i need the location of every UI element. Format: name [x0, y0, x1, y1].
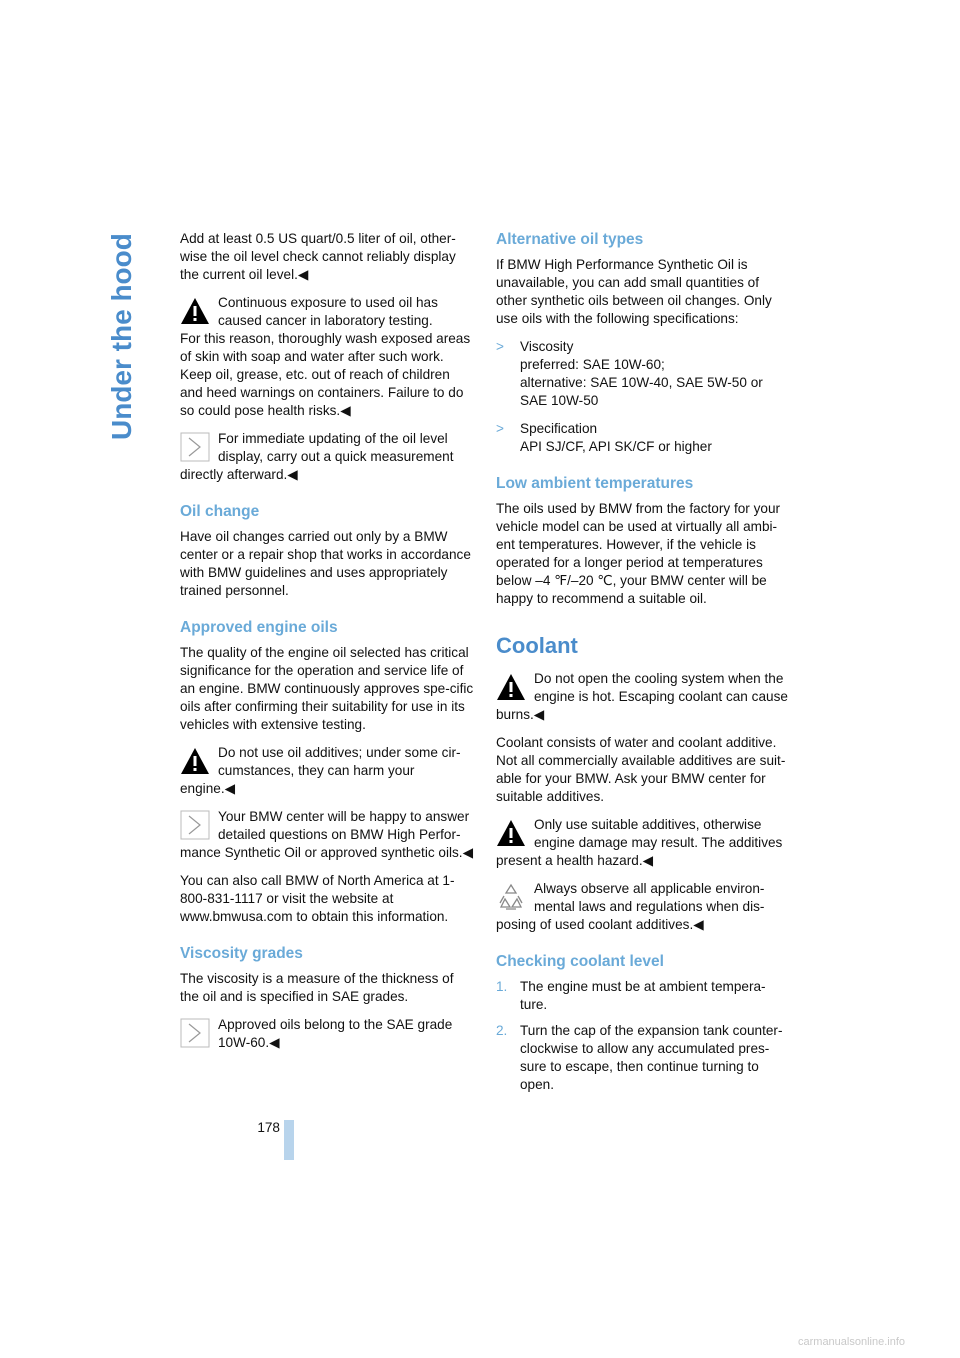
info-text-first: For immediate updating of the oil level display, carry out a quick measurement [218, 431, 454, 464]
warning-triangle-icon [496, 818, 526, 848]
warning-triangle-icon [180, 746, 210, 776]
warning-text-first: Do not open the cooling system when the engine is hot. Escaping coolant can cause [534, 671, 788, 704]
bullet-line: alternative: SAE 10W-40, SAE 5W-50 or SAE 10W-50 [520, 375, 763, 408]
list-item [496, 338, 792, 410]
environment-text-rest: posing of used coolant additives.◀ [496, 917, 704, 932]
info-arrow-icon [180, 432, 210, 462]
bullet-line: preferred: SAE 10W-60; [520, 357, 665, 372]
info-text-first: Your BMW center will be happy to answer detailed questions on BMW High Perfor- [218, 809, 470, 842]
warning-note-cooling-system [496, 670, 792, 724]
paragraph-call-bmw: You can also call BMW of North America at 1-800-831-1117 or visit the website at www.bmwusa.com to obtain this information. [180, 873, 455, 924]
heading-oil-change: Oil change [180, 503, 260, 520]
heading-approved-oils: Approved engine oils [180, 619, 338, 636]
page-marker-bar [284, 1120, 294, 1160]
recycle-icon [496, 882, 526, 912]
bullet-line: Viscosity [520, 339, 574, 354]
warning-note-oil-additives [180, 744, 476, 798]
side-title: Under the hood [106, 233, 137, 440]
info-text-first: Approved oils belong to the SAE grade 10W-60.◀ [218, 1017, 453, 1050]
warning-note-used-oil [180, 294, 476, 420]
bullet-marker: > [496, 339, 504, 354]
info-text-rest: mance Synthetic Oil or approved synthetic oils.◀ [180, 845, 474, 860]
list-item [496, 978, 792, 1014]
paragraph-viscosity: The viscosity is a measure of the thickness of the oil and is specified in SAE grades. [180, 971, 454, 1004]
environment-text-first: Always observe all applicable environ-mental laws and regulations when dis- [534, 881, 765, 914]
paragraph-approved-oils: The quality of the engine oil selected has critical significance for the operation and service life of an engine. BMW continuously approves spe-cific oils after confirming their suitability for use in its vehicles with extensive testing. [180, 645, 474, 732]
environment-note [496, 880, 792, 934]
paragraph-low-temperatures: The oils used by BMW from the factory for your vehicle model can be used at virtually all ambi-ent temperatures. However, if the vehicle is operated for a longer period at temperatures below –4 ℉/–20 ℃, your BMW center will be happy to recommend a suitable oil. [496, 501, 781, 606]
left-column [180, 230, 476, 1062]
heading-checking-coolant: Checking coolant level [496, 953, 664, 970]
step-number: 2. [496, 1023, 508, 1038]
info-note-sae-grade [180, 1016, 476, 1052]
bullet-marker: > [496, 421, 504, 436]
info-arrow-icon [180, 1018, 210, 1048]
spec-list [496, 338, 792, 456]
coolant-steps [496, 978, 792, 1094]
paragraph-oil-level: Add at least 0.5 US quart/0.5 liter of oil, other-wise the oil level check cannot reliably display the current oil level.◀ [180, 231, 456, 282]
bullet-line: API SJ/CF, API SK/CF or higher [520, 439, 712, 454]
warning-text-first: Do not use oil additives; under some cir-cumstances, they can harm your [218, 745, 461, 778]
warning-text-rest: engine.◀ [180, 781, 236, 796]
page-number: 178 [257, 1120, 280, 1135]
info-note-oil-level [180, 430, 476, 484]
footer-watermark: carmanualsonline.info [798, 1336, 906, 1348]
warning-triangle-icon [180, 296, 210, 326]
warning-triangle-icon [496, 672, 526, 702]
info-text-rest: directly afterward.◀ [180, 467, 298, 482]
paragraph-alternative-oils: If BMW High Performance Synthetic Oil is unavailable, you can add small quantities of other synthetic oils between oil changes. Only use oils with the following specifications: [496, 257, 772, 326]
heading-alternative-oils: Alternative oil types [496, 231, 644, 248]
warning-text-rest: For this reason, thoroughly wash exposed areas of skin with soap and water after such work. Keep oil, grease, etc. out of reach of children and heed warnings on containers. Failure to do so could pose health risks.◀ [180, 331, 471, 418]
heading-viscosity: Viscosity grades [180, 945, 303, 962]
heading-coolant: Coolant [496, 633, 578, 658]
warning-text-first: Only use suitable additives, otherwise engine damage may result. The additives [534, 817, 783, 850]
bullet-line: Specification [520, 421, 598, 436]
heading-low-temperatures: Low ambient temperatures [496, 475, 694, 492]
paragraph-coolant: Coolant consists of water and coolant additive. Not all commercially available additives are suit-able for your BMW. Ask your BMW center for suitable additives. [496, 735, 786, 804]
warning-note-additives [496, 816, 792, 870]
warning-text-rest: present a health hazard.◀ [496, 853, 654, 868]
paragraph-oil-change: Have oil changes carried out only by a BMW center or a repair shop that works in accordance with BMW guidelines and uses appropriately trained personnel. [180, 529, 471, 598]
list-item [496, 420, 792, 456]
list-item [496, 1022, 792, 1094]
step-number: 1. [496, 979, 508, 994]
warning-text-first: Continuous exposure to used oil has caused cancer in laboratory testing. [218, 295, 438, 328]
warning-text-rest: burns.◀ [496, 707, 545, 722]
info-arrow-icon [180, 810, 210, 840]
step-text: Turn the cap of the expansion tank counter-clockwise to allow any accumulated pres-sure to escape, then continue turning to open. [520, 1023, 783, 1092]
right-column [496, 230, 792, 1102]
step-text: The engine must be at ambient tempera-ture. [520, 979, 766, 1012]
info-note-bmw-center [180, 808, 476, 862]
